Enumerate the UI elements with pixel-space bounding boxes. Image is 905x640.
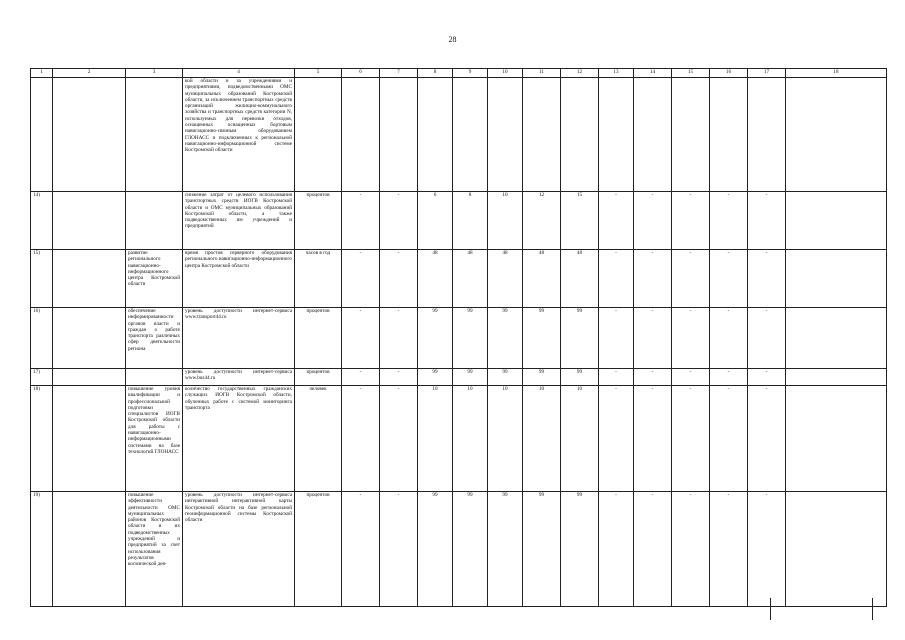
- cell-v15: -: [672, 386, 710, 492]
- cell-unit: часов в год: [295, 250, 342, 308]
- cell-v6: -: [342, 369, 380, 386]
- cell-v12: 15: [561, 192, 599, 250]
- cell-unit: [295, 78, 342, 192]
- cell-task: развитие регионального навигационно-информационного центра Костромской области: [126, 250, 183, 308]
- cell-v14: -: [634, 192, 672, 250]
- cell-unit: человек: [295, 386, 342, 492]
- cell-v9: 8: [453, 192, 488, 250]
- cell-v6: -: [342, 192, 380, 250]
- cell-goal: [53, 369, 126, 386]
- cell-v17: -: [748, 308, 786, 369]
- cell-v18: [786, 250, 887, 308]
- cell-v10: 99: [488, 492, 523, 607]
- table-row: [31, 369, 887, 386]
- cell-v16: -: [710, 192, 748, 250]
- cell-v16: [710, 78, 748, 192]
- cell-v12: 99: [561, 492, 599, 607]
- cell-num: 16): [31, 308, 53, 369]
- column-header: 2: [53, 69, 126, 78]
- cell-v8: 48: [418, 250, 453, 308]
- cell-v13: -: [599, 386, 634, 492]
- cell-v16: -: [710, 386, 748, 492]
- cell-goal: [53, 192, 126, 250]
- cell-v7: -: [380, 192, 418, 250]
- cell-v12: 48: [561, 250, 599, 308]
- cell-v13: [599, 78, 634, 192]
- cell-num: [31, 78, 53, 192]
- cell-v11: 99: [523, 492, 561, 607]
- cell-v9: 10: [453, 386, 488, 492]
- table-row: [31, 308, 887, 369]
- cell-v11: 10: [523, 386, 561, 492]
- cell-v18: [786, 192, 887, 250]
- cell-unit: процентов: [295, 369, 342, 386]
- cell-v8: 6: [418, 192, 453, 250]
- cell-v13: -: [599, 250, 634, 308]
- cell-goal: [53, 250, 126, 308]
- cell-v11: 99: [523, 308, 561, 369]
- cell-task: [126, 369, 183, 386]
- cell-v13: -: [599, 308, 634, 369]
- indicators-table: [30, 68, 887, 607]
- cell-v6: [342, 78, 380, 192]
- cell-v17: -: [748, 492, 786, 607]
- cell-v7: -: [380, 492, 418, 607]
- column-header: 4: [183, 69, 295, 78]
- cell-v9: 99: [453, 308, 488, 369]
- cell-indicator: уровень доступности интернет-сервиса интерактивной интерактивной карты Костромской области на базе региональной геоинформационной системы Костромской области: [183, 492, 295, 607]
- column-header: 8: [418, 69, 453, 78]
- page-number: 28: [448, 35, 457, 44]
- cell-v16: -: [710, 369, 748, 386]
- cell-indicator: время простоя серверного оборудования регионального навигационно-информационного центра Костромской области: [183, 250, 295, 308]
- cell-v10: 10: [488, 386, 523, 492]
- cell-v17: -: [748, 250, 786, 308]
- cell-v11: 99: [523, 369, 561, 386]
- cell-unit: процентов: [295, 192, 342, 250]
- column-header: 15: [672, 69, 710, 78]
- cell-v9: [453, 78, 488, 192]
- cell-v6: -: [342, 386, 380, 492]
- cell-indicator: уровень доступности интернет-сервиса www.bus44.ru: [183, 369, 295, 386]
- cell-indicator: снижение затрат от целевого использования транспортных средств ИОГВ Костромской области и ОМС муниципальных образований Костромской области, а также подведомственных им учреждений и предприятий: [183, 192, 295, 250]
- cell-v14: -: [634, 386, 672, 492]
- cell-v15: -: [672, 492, 710, 607]
- cell-v16: -: [710, 492, 748, 607]
- cell-v8: 99: [418, 369, 453, 386]
- column-header: 9: [453, 69, 488, 78]
- cell-v14: [634, 78, 672, 192]
- cell-goal: [53, 386, 126, 492]
- column-header: 12: [561, 69, 599, 78]
- cell-v17: -: [748, 386, 786, 492]
- cell-v12: 10: [561, 386, 599, 492]
- cell-v18: [786, 492, 887, 607]
- cell-num: 14): [31, 192, 53, 250]
- cell-v15: [672, 78, 710, 192]
- cell-num: 18): [31, 386, 53, 492]
- cell-v18: [786, 308, 887, 369]
- cell-v14: -: [634, 369, 672, 386]
- cell-v17: [748, 78, 786, 192]
- table-row: [31, 192, 887, 250]
- cell-v6: -: [342, 308, 380, 369]
- cell-v17: -: [748, 369, 786, 386]
- column-header: 6: [342, 69, 380, 78]
- cell-v13: -: [599, 369, 634, 386]
- table-row: [31, 78, 887, 192]
- cell-v15: -: [672, 192, 710, 250]
- cell-v12: 99: [561, 369, 599, 386]
- column-header: 3: [126, 69, 183, 78]
- cell-goal: [53, 308, 126, 369]
- cell-v18: [786, 78, 887, 192]
- cell-v10: 99: [488, 308, 523, 369]
- cell-v14: -: [634, 492, 672, 607]
- cell-v10: [488, 78, 523, 192]
- cell-indicator: уровень доступности интернет-сервиса www.transport44.ru: [183, 308, 295, 369]
- cell-task: [126, 78, 183, 192]
- cell-v10: 10: [488, 192, 523, 250]
- cell-v11: 48: [523, 250, 561, 308]
- column-header: 5: [295, 69, 342, 78]
- cell-v8: 10: [418, 386, 453, 492]
- table-header-row: [31, 69, 887, 78]
- cell-v9: 48: [453, 250, 488, 308]
- cell-task: обеспечение информированности органов власти и граждан о работе транспорта различных сфер деятельности региона: [126, 308, 183, 369]
- column-header: 18: [786, 69, 887, 78]
- cell-goal: [53, 492, 126, 607]
- cell-v15: -: [672, 308, 710, 369]
- cell-v14: -: [634, 250, 672, 308]
- cell-num: 17): [31, 369, 53, 386]
- cell-v15: -: [672, 369, 710, 386]
- cell-v18: [786, 386, 887, 492]
- cell-v12: 99: [561, 308, 599, 369]
- column-header: 14: [634, 69, 672, 78]
- column-header: 16: [710, 69, 748, 78]
- column-header: 11: [523, 69, 561, 78]
- cell-indicator: количество государственных гражданских служащих ИОГВ Костромской области, обученных работе с системой мониторинга транспорта: [183, 386, 295, 492]
- table-bottom-edge: [770, 598, 873, 620]
- cell-task: [126, 192, 183, 250]
- cell-v7: [380, 78, 418, 192]
- cell-v13: -: [599, 492, 634, 607]
- cell-v11: 12: [523, 192, 561, 250]
- cell-v7: -: [380, 308, 418, 369]
- indicators-table-wrap: [30, 68, 871, 620]
- cell-v17: -: [748, 192, 786, 250]
- table-row: [31, 492, 887, 607]
- cell-v16: -: [710, 308, 748, 369]
- cell-v11: [523, 78, 561, 192]
- cell-v7: -: [380, 386, 418, 492]
- cell-v15: -: [672, 250, 710, 308]
- cell-num: 19): [31, 492, 53, 607]
- cell-indicator: кой области и за учреждениями и предприятиями, подведомственными ОМС муниципальных образований Костромской области, за исключением транспортных средств организаций жилищно-коммунального хозяйства и транспортных средств категории N, используемых для перевозки отходов, оснащенных оснащенных бортовым навигационно-связным оборудованием ГЛОНАСС и подключенных к региональной навигационно-информационной системе Костромской области: [183, 78, 295, 192]
- cell-unit: процентов: [295, 492, 342, 607]
- cell-v10: 99: [488, 369, 523, 386]
- cell-unit: процентов: [295, 308, 342, 369]
- cell-v9: 99: [453, 369, 488, 386]
- cell-v14: -: [634, 308, 672, 369]
- cell-v7: -: [380, 369, 418, 386]
- cell-v9: 99: [453, 492, 488, 607]
- table-row: [31, 250, 887, 308]
- cell-v8: 99: [418, 308, 453, 369]
- cell-task: повышение уровня квалификации и профессиональной подготовки специалистов ИОГВ Костромской области для работы с навигационно-информационными системами на базе технологий ГЛОНАСС: [126, 386, 183, 492]
- column-header: 13: [599, 69, 634, 78]
- cell-v18: [786, 369, 887, 386]
- table-row: [31, 386, 887, 492]
- column-header: 1: [31, 69, 53, 78]
- column-header: 17: [748, 69, 786, 78]
- cell-num: 15): [31, 250, 53, 308]
- cell-v13: -: [599, 192, 634, 250]
- cell-v7: -: [380, 250, 418, 308]
- cell-v12: [561, 78, 599, 192]
- cell-v8: [418, 78, 453, 192]
- column-header: 10: [488, 69, 523, 78]
- cell-v10: 48: [488, 250, 523, 308]
- cell-task: повышение эффективности деятельности ОМС муниципальных районов Костромской области и их подведомственных учреждений и предприятий за счет использования результатов космической дея-: [126, 492, 183, 607]
- cell-goal: [53, 78, 126, 192]
- cell-v8: 99: [418, 492, 453, 607]
- cell-v16: -: [710, 250, 748, 308]
- cell-v6: -: [342, 250, 380, 308]
- cell-v6: -: [342, 492, 380, 607]
- column-header: 7: [380, 69, 418, 78]
